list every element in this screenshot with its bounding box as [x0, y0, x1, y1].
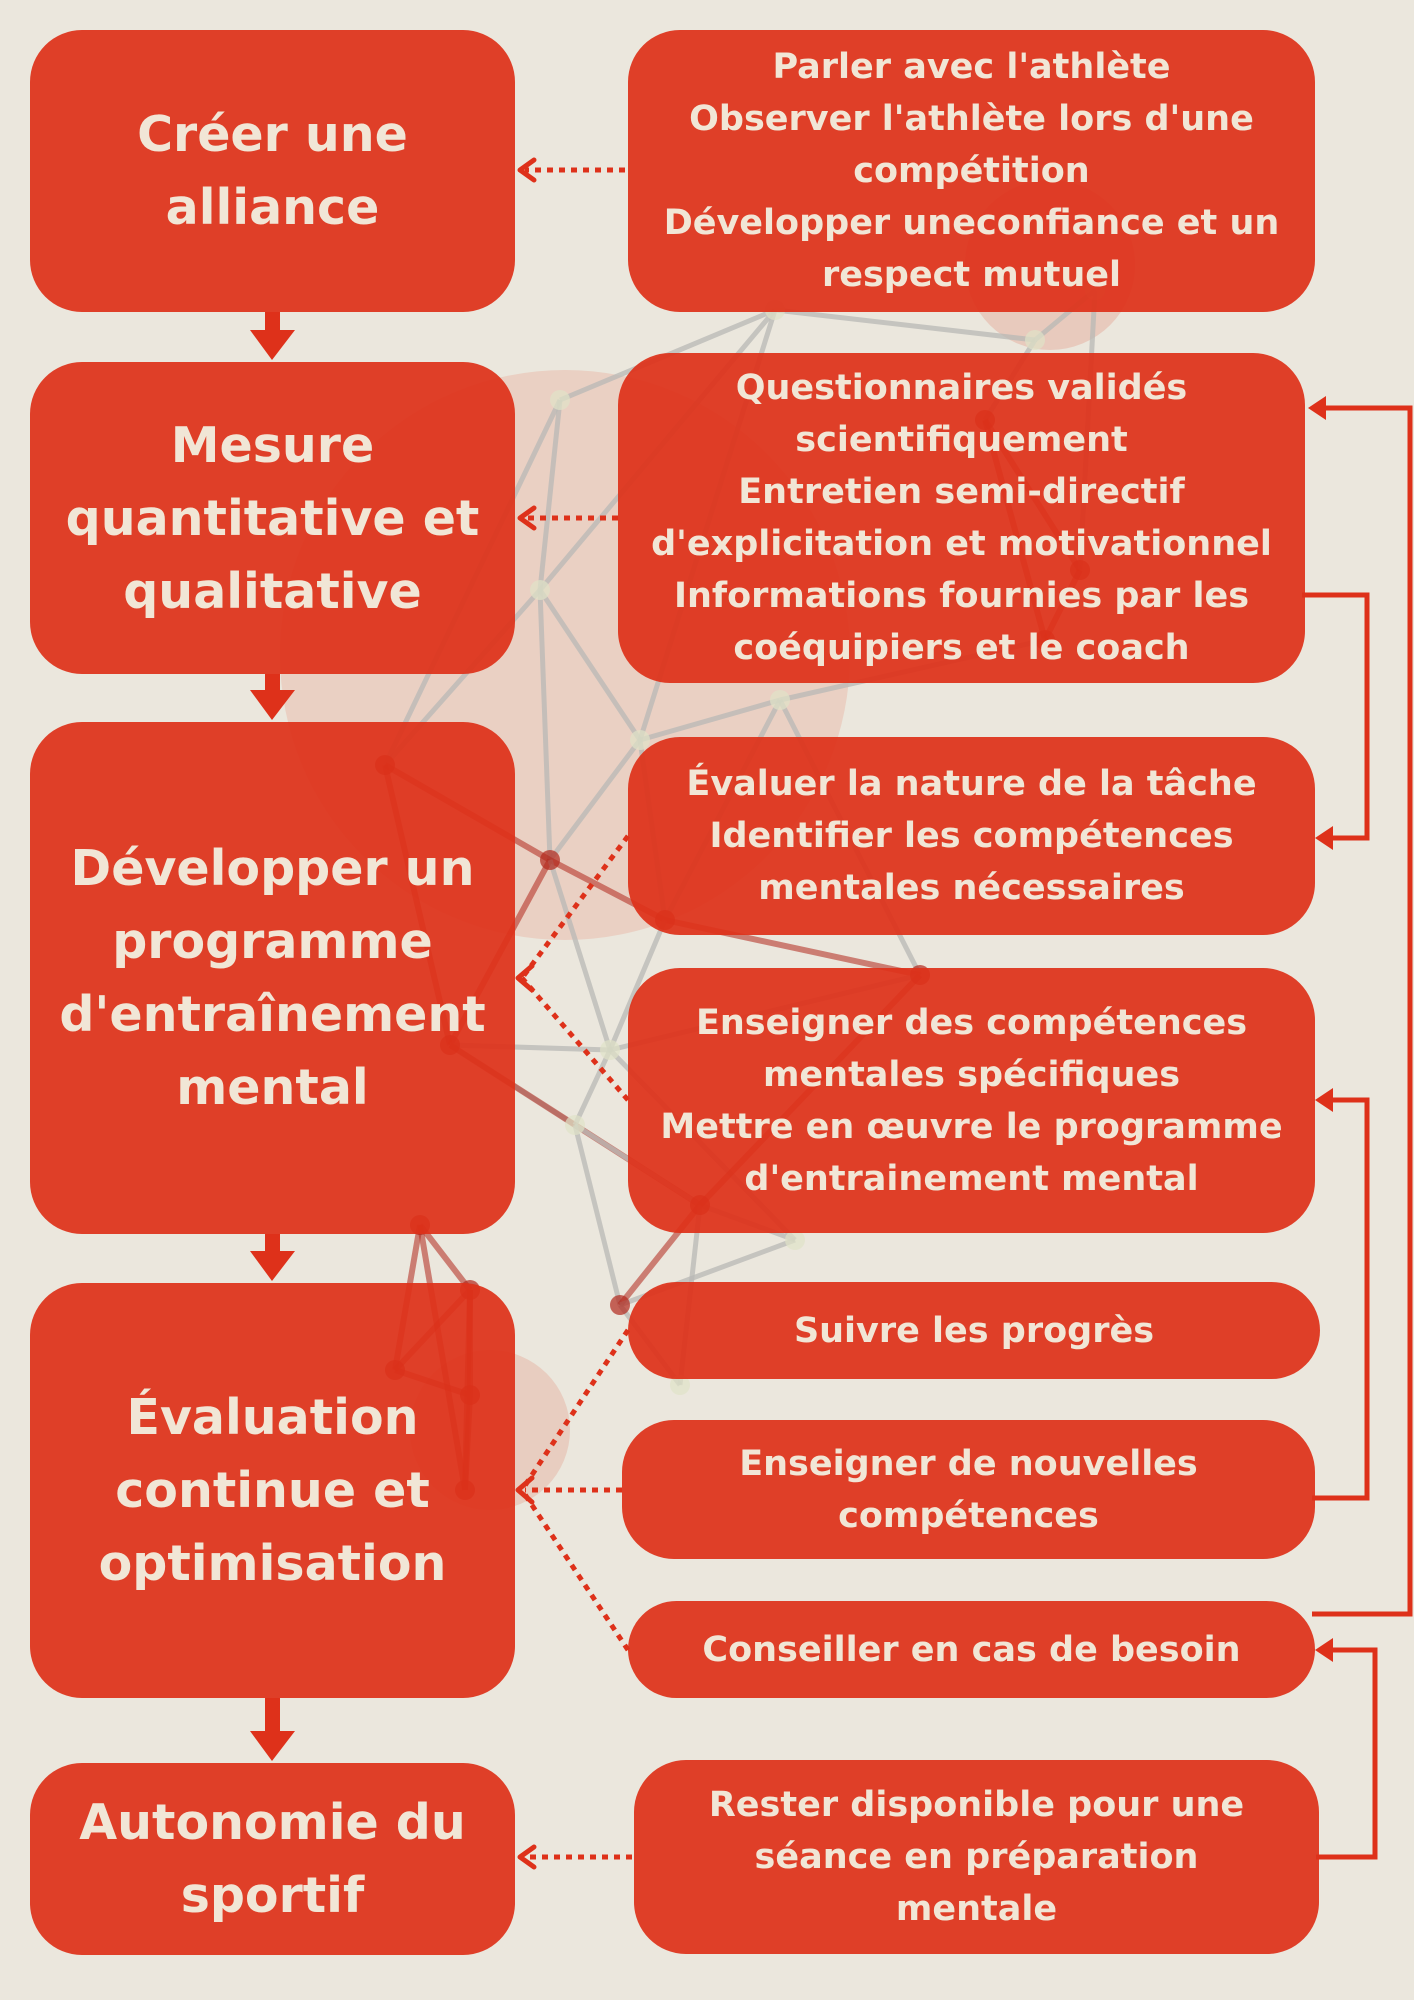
network-node-m — [785, 1230, 805, 1250]
network-node-f — [540, 850, 560, 870]
detail-evaluate-task: Évaluer la nature de la tâche Identifier les compétences mentales nécessaires — [628, 737, 1315, 935]
detail-stay-available: Rester disponible pour une séance en préparation mentale — [634, 1760, 1319, 1954]
network-line-24 — [575, 1050, 610, 1125]
step-develop-program: Développer un programme d'entraînement mental — [30, 722, 515, 1234]
detail-advise: Conseiller en cas de besoin — [628, 1601, 1315, 1698]
network-node-c — [530, 580, 550, 600]
detail-alliance: Parler avec l'athlète Observer l'athlète lors d'une compétition Développer uneconfiance et un respect mutuel — [628, 30, 1315, 312]
network-node-b — [550, 390, 570, 410]
detail-measure: Questionnaires validés scientifiquement Entretien semi-directif d'explicitation et motivationnel Informations fournies par les coéquipiers et le coach — [618, 353, 1305, 683]
detail-follow-progress: Suivre les progrès — [628, 1282, 1320, 1379]
step-measure: Mesure quantitative et qualitative — [30, 362, 515, 674]
step-autonomy: Autonomie du sportif — [30, 1763, 515, 1955]
network-node-u — [1025, 330, 1045, 350]
step-create-alliance: Créer une alliance — [30, 30, 515, 312]
network-node-z — [770, 690, 790, 710]
network-node-j — [600, 1040, 620, 1060]
network-node-n — [610, 1295, 630, 1315]
detail-teach-new-skills: Enseigner de nouvelles compétences — [622, 1420, 1315, 1559]
network-node-k — [565, 1115, 585, 1135]
detail-teach-skills: Enseigner des compétences mentales spécifiques Mettre en œuvre le programme d'entrainement mental — [628, 968, 1315, 1233]
network-node-d — [630, 730, 650, 750]
step-continuous-evaluation: Évaluation continue et optimisation — [30, 1283, 515, 1698]
